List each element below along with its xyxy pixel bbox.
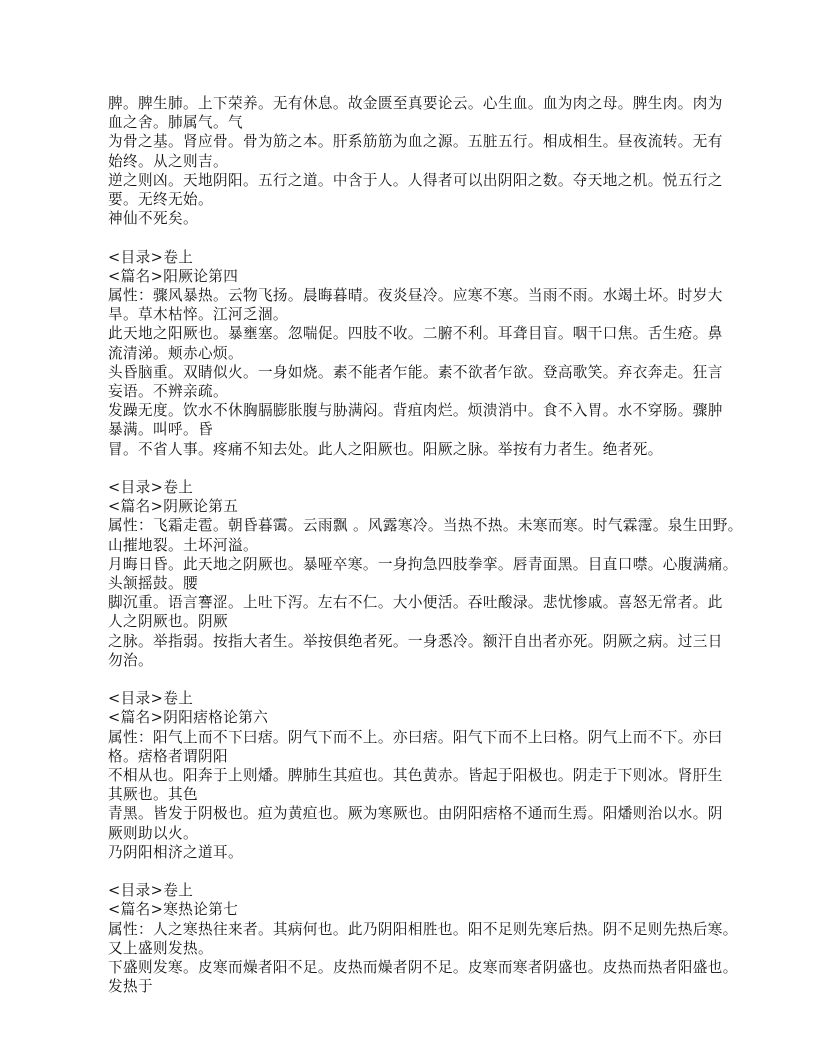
section-yang-jue: [108, 248, 723, 459]
text-line: 旱。草木枯悴。江河乏涸。: [108, 306, 288, 324]
section-han-re: [108, 881, 738, 996]
text-line: 属性：飞霜走雹。朝昏暮霭。云雨飘 。风露寒冷。当热不热。未寒而寒。时气霖霪。泉生田野。: [108, 517, 743, 535]
text-line: 不相从也。阳奔于上则燔。脾肺生其疸也。其色黄赤。皆起于阳极也。阴走于下则冰。肾肝生: [108, 767, 723, 785]
text-line: 又上盛则发热。: [108, 939, 213, 957]
section-title: <篇名>阴阳痞格论第六: [108, 709, 269, 727]
spacer: [108, 670, 718, 689]
text-line: 头昏脑重。双睛似火。一身如烧。素不能者乍能。素不欲者乍欲。登高歌笑。弃衣奔走。狂言: [108, 363, 723, 381]
text-line: 青黑。皆发于阴极也。疸为黄疸也。厥为寒厥也。由阴阳痞格不通而生焉。阳燔则治以水。阴: [108, 805, 723, 823]
text-line: 发躁无度。饮水不休胸膈膨胀腹与胁满闷。背疽肉烂。烦溃消中。食不入胃。水不穿肠。骤肿: [108, 402, 723, 420]
text-line: 逆之则凶。天地阴阳。五行之道。中含于人。人得者可以出阴阳之数。夺天地之机。悦五行之: [108, 171, 723, 189]
document-page: [108, 94, 743, 996]
text-line: 脾。脾生肺。上下荣养。无有休息。故金匮至真要论云。心生血。血为肉之母。脾生肉。肉为: [108, 95, 723, 112]
text-line: 冒。不省人事。疼痛不知去处。此人之阳厥也。阳厥之脉。举按有力者生。绝者死。: [108, 440, 663, 458]
text-line: 属性：人之寒热往来者。其病何也。此乃阴阳相胜也。阳不足则先寒后热。阴不足则先热后寒。: [108, 920, 738, 938]
text-line: 始终。从之则吉。: [108, 152, 228, 170]
text-line: 人之阴厥也。阴厥: [108, 613, 228, 631]
text-line: 乃阴阳相济之道耳。: [108, 843, 243, 861]
text-line: 之脉。举指弱。按指大者生。举按俱绝者死。一身悉冷。额汗自出者亦死。阴厥之病。过三日: [108, 632, 723, 650]
text-line: 山摧地裂。土坏河溢。: [108, 536, 258, 554]
text-line: 属性：骤风暴热。云物飞扬。晨晦暮晴。夜炎昼冷。应寒不寒。当雨不雨。水竭土坏。时岁大: [108, 287, 723, 305]
section-title: <篇名>阳厥论第四: [108, 267, 239, 285]
text-line: 格。痞格者谓阴阳: [108, 747, 228, 765]
text-line: 神仙不死矣。: [108, 210, 198, 228]
section-title: <篇名>阴厥论第五: [108, 498, 239, 516]
section-catalog: <目录>卷上: [108, 882, 194, 900]
spacer: [108, 228, 718, 247]
text-line: 下盛则发寒。皮寒而燥者阳不足。皮热而燥者阴不足。皮寒而寒者阴盛也。皮热而热者阳盛也。: [108, 959, 738, 977]
text-line: 脚沉重。语言謇涩。上吐下泻。左右不仁。大小便活。吞吐酸渌。悲忧惨戚。喜怒无常者。此: [108, 594, 723, 612]
text-line: 要。无终无始。: [108, 191, 213, 209]
text-line: 为骨之基。肾应骨。骨为筋之本。肝系筋筋为血之源。五脏五行。相成相生。昼夜流转。无有: [108, 133, 723, 151]
section-title: <篇名>寒热论第七: [108, 901, 239, 919]
text-line: 妄语。不辨亲疏。: [108, 383, 228, 401]
text-line: 属性：阳气上而不下曰痞。阴气下而不上。亦曰痞。阳气下而不上曰格。阴气上而不下。亦曰: [108, 728, 723, 746]
text-line: 勿治。: [108, 651, 153, 669]
section-catalog: <目录>卷上: [108, 248, 194, 266]
text-line: 暴满。叫呼。昏: [108, 421, 213, 439]
text-line: 厥则助以火。: [108, 824, 198, 842]
text-line: 此天地之阳厥也。暴壅塞。忽喘促。四肢不收。二腑不利。耳聋目盲。咽干口焦。舌生疮。鼻: [108, 325, 723, 343]
section-catalog: <目录>卷上: [108, 479, 194, 497]
text-line: 血之舍。肺属气。气: [108, 114, 243, 132]
section-yin-yang-pi-ge: [108, 689, 723, 862]
spacer: [108, 459, 718, 478]
text-line: 月晦日昏。此天地之阴厥也。暴哑卒寒。一身拘急四肢拳挛。唇青面黑。目直口噤。心腹满痛。: [108, 555, 738, 573]
section-catalog: <目录>卷上: [108, 690, 194, 708]
text-line: 流清涕。颊赤心烦。: [108, 344, 243, 362]
spacer: [108, 862, 718, 881]
text-line: 头颔摇鼓。腰: [108, 575, 198, 593]
section-yin-jue: [108, 478, 743, 670]
text-line: 其厥也。其色: [108, 786, 198, 804]
intro-paragraph: [108, 94, 723, 228]
text-line: 发热于: [108, 978, 153, 996]
